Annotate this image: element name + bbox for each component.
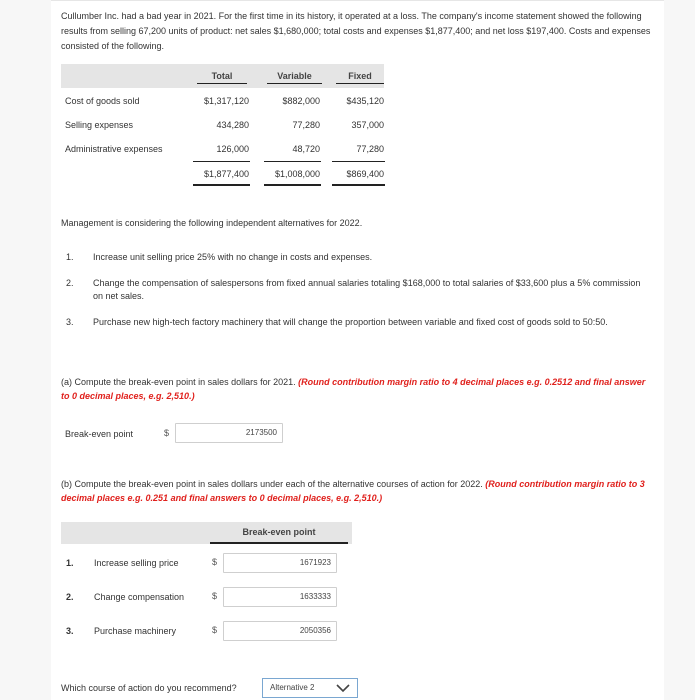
currency-symbol: $: [164, 428, 170, 438]
col-header-break-even: Break-even point: [210, 522, 348, 544]
total-rule: [264, 184, 321, 186]
row-label: Change compensation: [94, 592, 185, 602]
selected-option: Alternative 2: [270, 683, 315, 692]
currency-symbol: $: [212, 591, 218, 601]
cell-total: 126,000: [216, 144, 249, 154]
col-header-fixed: Fixed: [336, 71, 384, 84]
item-number: 1.: [66, 252, 74, 262]
total-rule: [332, 184, 385, 186]
item-number: 3.: [66, 317, 74, 327]
problem-intro: Cullumber Inc. had a bad year in 2021. For the first time in its history, it operated at a loss. The company's income statement showed the following results from selling 67,200 units of product: net sales $1,680,000; total costs and expenses $1,877,400; and net loss $197,400. Costs and expenses consisted of the following.: [61, 11, 651, 51]
recommendation-question: Which course of action do you recommend?: [61, 683, 237, 693]
alternatives-intro: Management is considering the following independent alternatives for 2022.: [61, 218, 363, 228]
item-text: Change the compensation of salespersons from fixed annual salaries totaling $168,000 to total salaries of $33,600 plus a 5% commission on net sales.: [93, 278, 641, 301]
cell-fixed: $435,120: [346, 96, 384, 106]
subtotal-rule: [264, 161, 321, 162]
currency-symbol: $: [212, 625, 218, 635]
subtotal-rule: [332, 161, 385, 162]
subtotal-rule: [193, 161, 250, 162]
break-even-label: Break-even point: [65, 429, 134, 439]
item-number: 2.: [66, 278, 74, 288]
row-number: 3.: [66, 626, 74, 636]
row-number: 1.: [66, 558, 74, 568]
col-header-variable: Variable: [267, 71, 322, 84]
total-rule: [193, 184, 250, 186]
row-label: Increase selling price: [94, 558, 179, 568]
question-page: [51, 0, 664, 700]
chevron-down-icon: [335, 682, 351, 700]
part-a-question: [61, 375, 646, 403]
change-compensation-bep-input[interactable]: 1633333: [223, 587, 337, 607]
col-header-total: Total: [197, 71, 247, 84]
part-b-question-text: (b) Compute the break-even point in sales dollars under each of the alternative courses of action for 2022.: [61, 479, 486, 489]
currency-symbol: $: [212, 557, 218, 567]
total-variable: $1,008,000: [274, 169, 320, 179]
item-text: Increase unit selling price 25% with no change in costs and expenses.: [93, 252, 373, 262]
purchase-machinery-bep-input[interactable]: 2050356: [223, 621, 337, 641]
cell-total: $1,317,120: [203, 96, 249, 106]
cell-total: 434,280: [216, 120, 249, 130]
increase-price-bep-input[interactable]: 1671923: [223, 553, 337, 573]
part-a-hint: (Round contribution margin ratio to 4 decimal places e.g. 0.2512 and final answer to 0 decimal places, e.g. 2,510.): [61, 377, 646, 401]
row-label: Purchase machinery: [94, 626, 177, 636]
part-a-question-text: (a) Compute the break-even point in sales dollars for 2021.: [61, 377, 299, 387]
break-even-input[interactable]: 2173500: [175, 423, 283, 443]
total-fixed: $869,400: [346, 169, 384, 179]
cell-variable: $882,000: [282, 96, 320, 106]
part-b-hint: (Round contribution margin ratio to 3 decimal places e.g. 0.251 and final answers to 0 decimal places, e.g. 2,510.): [61, 479, 645, 503]
row-label: Cost of goods sold: [65, 96, 140, 106]
row-number: 2.: [66, 592, 74, 602]
row-label: Selling expenses: [65, 120, 134, 130]
cell-variable: 77,280: [292, 120, 320, 130]
cell-variable: 48,720: [292, 144, 320, 154]
item-text: Purchase new high-tech factory machinery that will change the proportion between variable and fixed cost of goods sold to 50:50.: [93, 317, 608, 327]
part-b-question: [61, 477, 646, 505]
row-label: Administrative expenses: [65, 144, 163, 154]
cell-fixed: 357,000: [351, 120, 384, 130]
total-total: $1,877,400: [203, 169, 249, 179]
cell-fixed: 77,280: [356, 144, 384, 154]
recommendation-select[interactable]: [262, 678, 358, 698]
